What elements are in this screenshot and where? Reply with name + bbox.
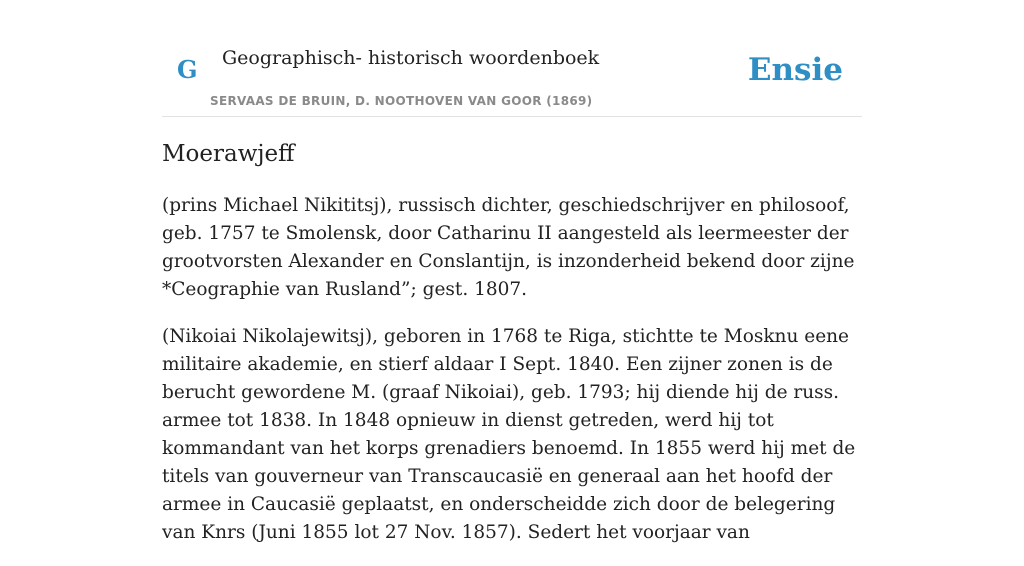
book-title[interactable]: Geographisch- historisch woordenboek: [222, 47, 600, 69]
ensie-logo[interactable]: Ensie: [747, 52, 843, 88]
article-headword: Moerawjeff: [162, 141, 295, 167]
article-paragraph-2: (Nikoiai Nikolajewitsj), geboren in 1768 te Riga, stichtte te Mosknu eene militaire akademie, en stierf aldaar I Sept. 1840. Een zijner zonen is de berucht gewordene M. (graaf Nikoiai), geb. 1793; hij diende hij de russ. armee tot 1838. In 1848 opnieuw in dienst getreden, werd hij tot kommandant van het korps grenadiers benoemd. In 1855 werd hij met de titels van gouverneur van Transcaucasië en generaal aan het hoofd der armee in Caucasië geplaatst, en onderscheidde zich door de belegering van Knrs (Juni 1855 lot 27 Nov. 1857). Sedert het voorjaar van: [162, 326, 856, 543]
book-logo-icon[interactable]: G: [177, 55, 198, 84]
book-authors: SERVAAS DE BRUIN, D. NOOTHOVEN VAN GOOR (1869): [210, 94, 593, 108]
article-paragraph-1: (prins Michael Nikititsj), russisch dichter, geschiedschrijver en philosoof, geb. 1757 te Smolensk, door Catharinu II aangesteld als leermeester der grootvorsten Alexander en Conslantijn, is inzonderheid bekend door zijne *Ceographie van Rusland”; gest. 1807.: [162, 195, 855, 300]
site-header: [162, 0, 862, 117]
article: [162, 138, 862, 566]
